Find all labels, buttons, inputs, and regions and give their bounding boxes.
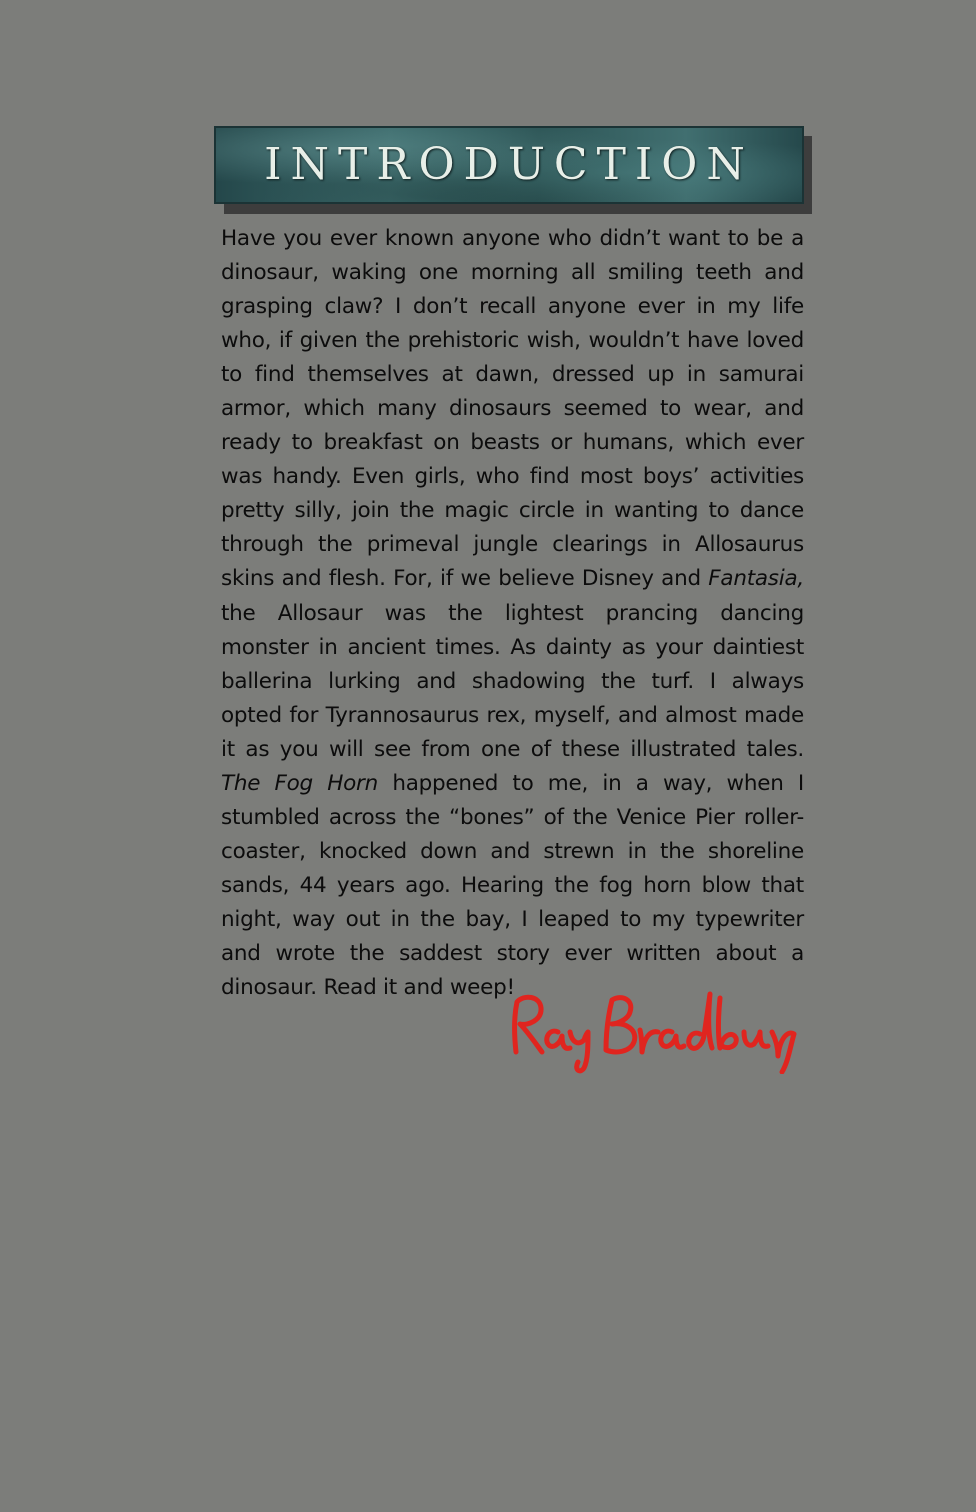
- author-signature: [508, 988, 798, 1074]
- introduction-paragraph: [221, 222, 804, 1005]
- paragraph-text-part-3: happened to me, in a way, when I stumbled across the “bones” of the Venice Pier roller-coaster, knocked down and strewn in the shoreline sands, 44 years ago. Hearing the fog horn blow that night, way out in the bay, I leaped to my typewriter and wrote the saddest story ever written about a dinosaur. Read it and weep!: [221, 770, 804, 1001]
- page-title: INTRODUCTION: [264, 139, 754, 190]
- signature-icon: [508, 988, 798, 1074]
- paragraph-text-part-1: Have you ever known anyone who didn’t want to be a dinosaur, waking one morning all smiling teeth and grasping claw? I don’t recall anyone ever in my life who, if given the prehistoric wish, wouldn’t have loved to find themselves at dawn, dressed up in samurai armor, which many dinosaurs seemed to wear, and ready to breakfast on beasts or humans, which ever was handy. Even girls, who find most boys’ activities pretty silly, join the magic circle in wanting to dance through the primeval jungle clearings in Allosaurus skins and flesh. For, if we believe Disney and: [221, 226, 804, 592]
- title-banner: [214, 126, 804, 204]
- paragraph-italic-fog-horn: The Fog Horn: [221, 770, 379, 796]
- paragraph-text-part-2: the Allosaur was the lightest prancing dancing monster in ancient times. As dainty as your daintiest ballerina lurking and shadowing the turf. I always opted for Tyrannosaurus rex, myself, and almost made it as you will see from one of these illustrated tales.: [221, 600, 804, 762]
- paragraph-italic-fantasia: Fantasia,: [708, 566, 804, 592]
